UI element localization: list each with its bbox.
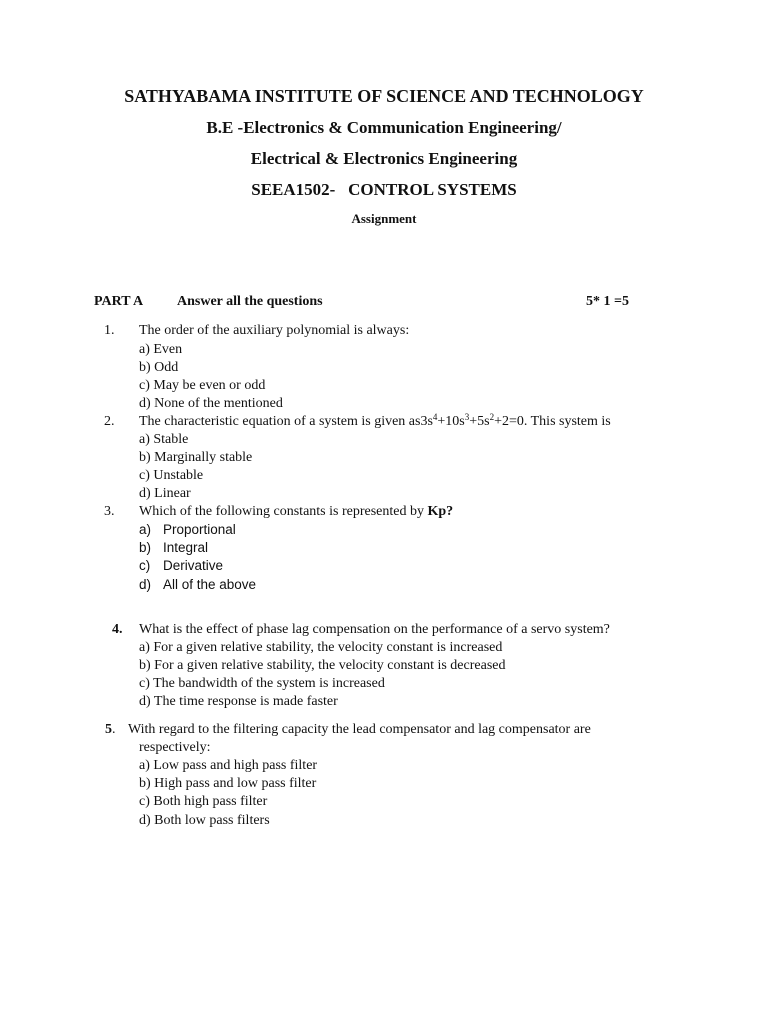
question-text xyxy=(139,413,611,431)
equation-text: +2=0. This system is xyxy=(494,414,611,429)
option-c: Derivative xyxy=(163,558,224,573)
option-b: b) Odd xyxy=(139,360,179,375)
question-text: What is the effect of phase lag compensation on the performance of a servo system? xyxy=(139,622,610,637)
option-d: d) Both low pass filters xyxy=(139,813,270,828)
degree-line-1: B.E -Electronics & Communication Engineering/ xyxy=(206,118,562,137)
option-a: a) Even xyxy=(139,342,183,357)
option-b: b) For a given relative stability, the velocity constant is decreased xyxy=(139,658,506,673)
question-number: 3. xyxy=(104,504,115,519)
option-a: Proportional xyxy=(163,522,236,537)
part-marks: 5* 1 =5 xyxy=(586,294,629,309)
question-number-digit: 5 xyxy=(105,722,112,737)
option-b: b) Marginally stable xyxy=(139,450,253,465)
exponent: 3 xyxy=(464,412,470,422)
question-number: 1. xyxy=(104,323,115,338)
question-number: 2. xyxy=(104,414,115,429)
course-title: SEEA1502- CONTROL SYSTEMS xyxy=(251,180,517,199)
question-text-line-1: With regard to the filtering capacity the lead compensator and lag compensator are xyxy=(128,722,591,737)
option-c: c) Unstable xyxy=(139,468,204,483)
part-instruction: Answer all the questions xyxy=(177,294,323,309)
question-text-bold: Kp? xyxy=(427,504,454,519)
option-a: a) For a given relative stability, the velocity constant is increased xyxy=(139,640,503,655)
option-a: a) Stable xyxy=(139,432,189,447)
option-d: All of the above xyxy=(163,577,257,592)
option-b: b) High pass and low pass filter xyxy=(139,776,317,791)
option-c: c) May be even or odd xyxy=(139,378,266,393)
option-b: Integral xyxy=(163,540,209,555)
question-number xyxy=(105,721,116,739)
exponent: 2 xyxy=(489,412,495,422)
part-label: PART A xyxy=(94,294,144,309)
document-type: Assignment xyxy=(351,211,417,226)
option-d: d) The time response is made faster xyxy=(139,694,338,709)
question-number-suffix: . xyxy=(112,722,116,737)
equation-text: +5s xyxy=(469,414,490,429)
question-text xyxy=(139,503,453,521)
option-a-letter: a) xyxy=(139,522,152,537)
question-text-line-2: respectively: xyxy=(139,740,211,755)
question-text: The order of the auxiliary polynomial is always: xyxy=(139,323,410,338)
question-number: 4. xyxy=(112,622,123,637)
exponent: 4 xyxy=(432,412,438,422)
option-d-letter: d) xyxy=(139,577,152,592)
institution-title: SATHYABAMA INSTITUTE OF SCIENCE AND TECHNOLOGY xyxy=(124,86,644,106)
option-c: c) Both high pass filter xyxy=(139,794,268,809)
option-a: a) Low pass and high pass filter xyxy=(139,758,318,773)
equation-text: +10s xyxy=(437,414,465,429)
option-b-letter: b) xyxy=(139,540,152,555)
option-d: d) None of the mentioned xyxy=(139,396,283,411)
option-c: c) The bandwidth of the system is increased xyxy=(139,676,385,691)
option-d: d) Linear xyxy=(139,486,191,501)
equation-text: The characteristic equation of a system is given as3s xyxy=(139,414,433,429)
option-c-letter: c) xyxy=(139,558,151,573)
question-text-plain: Which of the following constants is represented by xyxy=(139,504,428,519)
degree-line-2: Electrical & Electronics Engineering xyxy=(250,149,518,168)
